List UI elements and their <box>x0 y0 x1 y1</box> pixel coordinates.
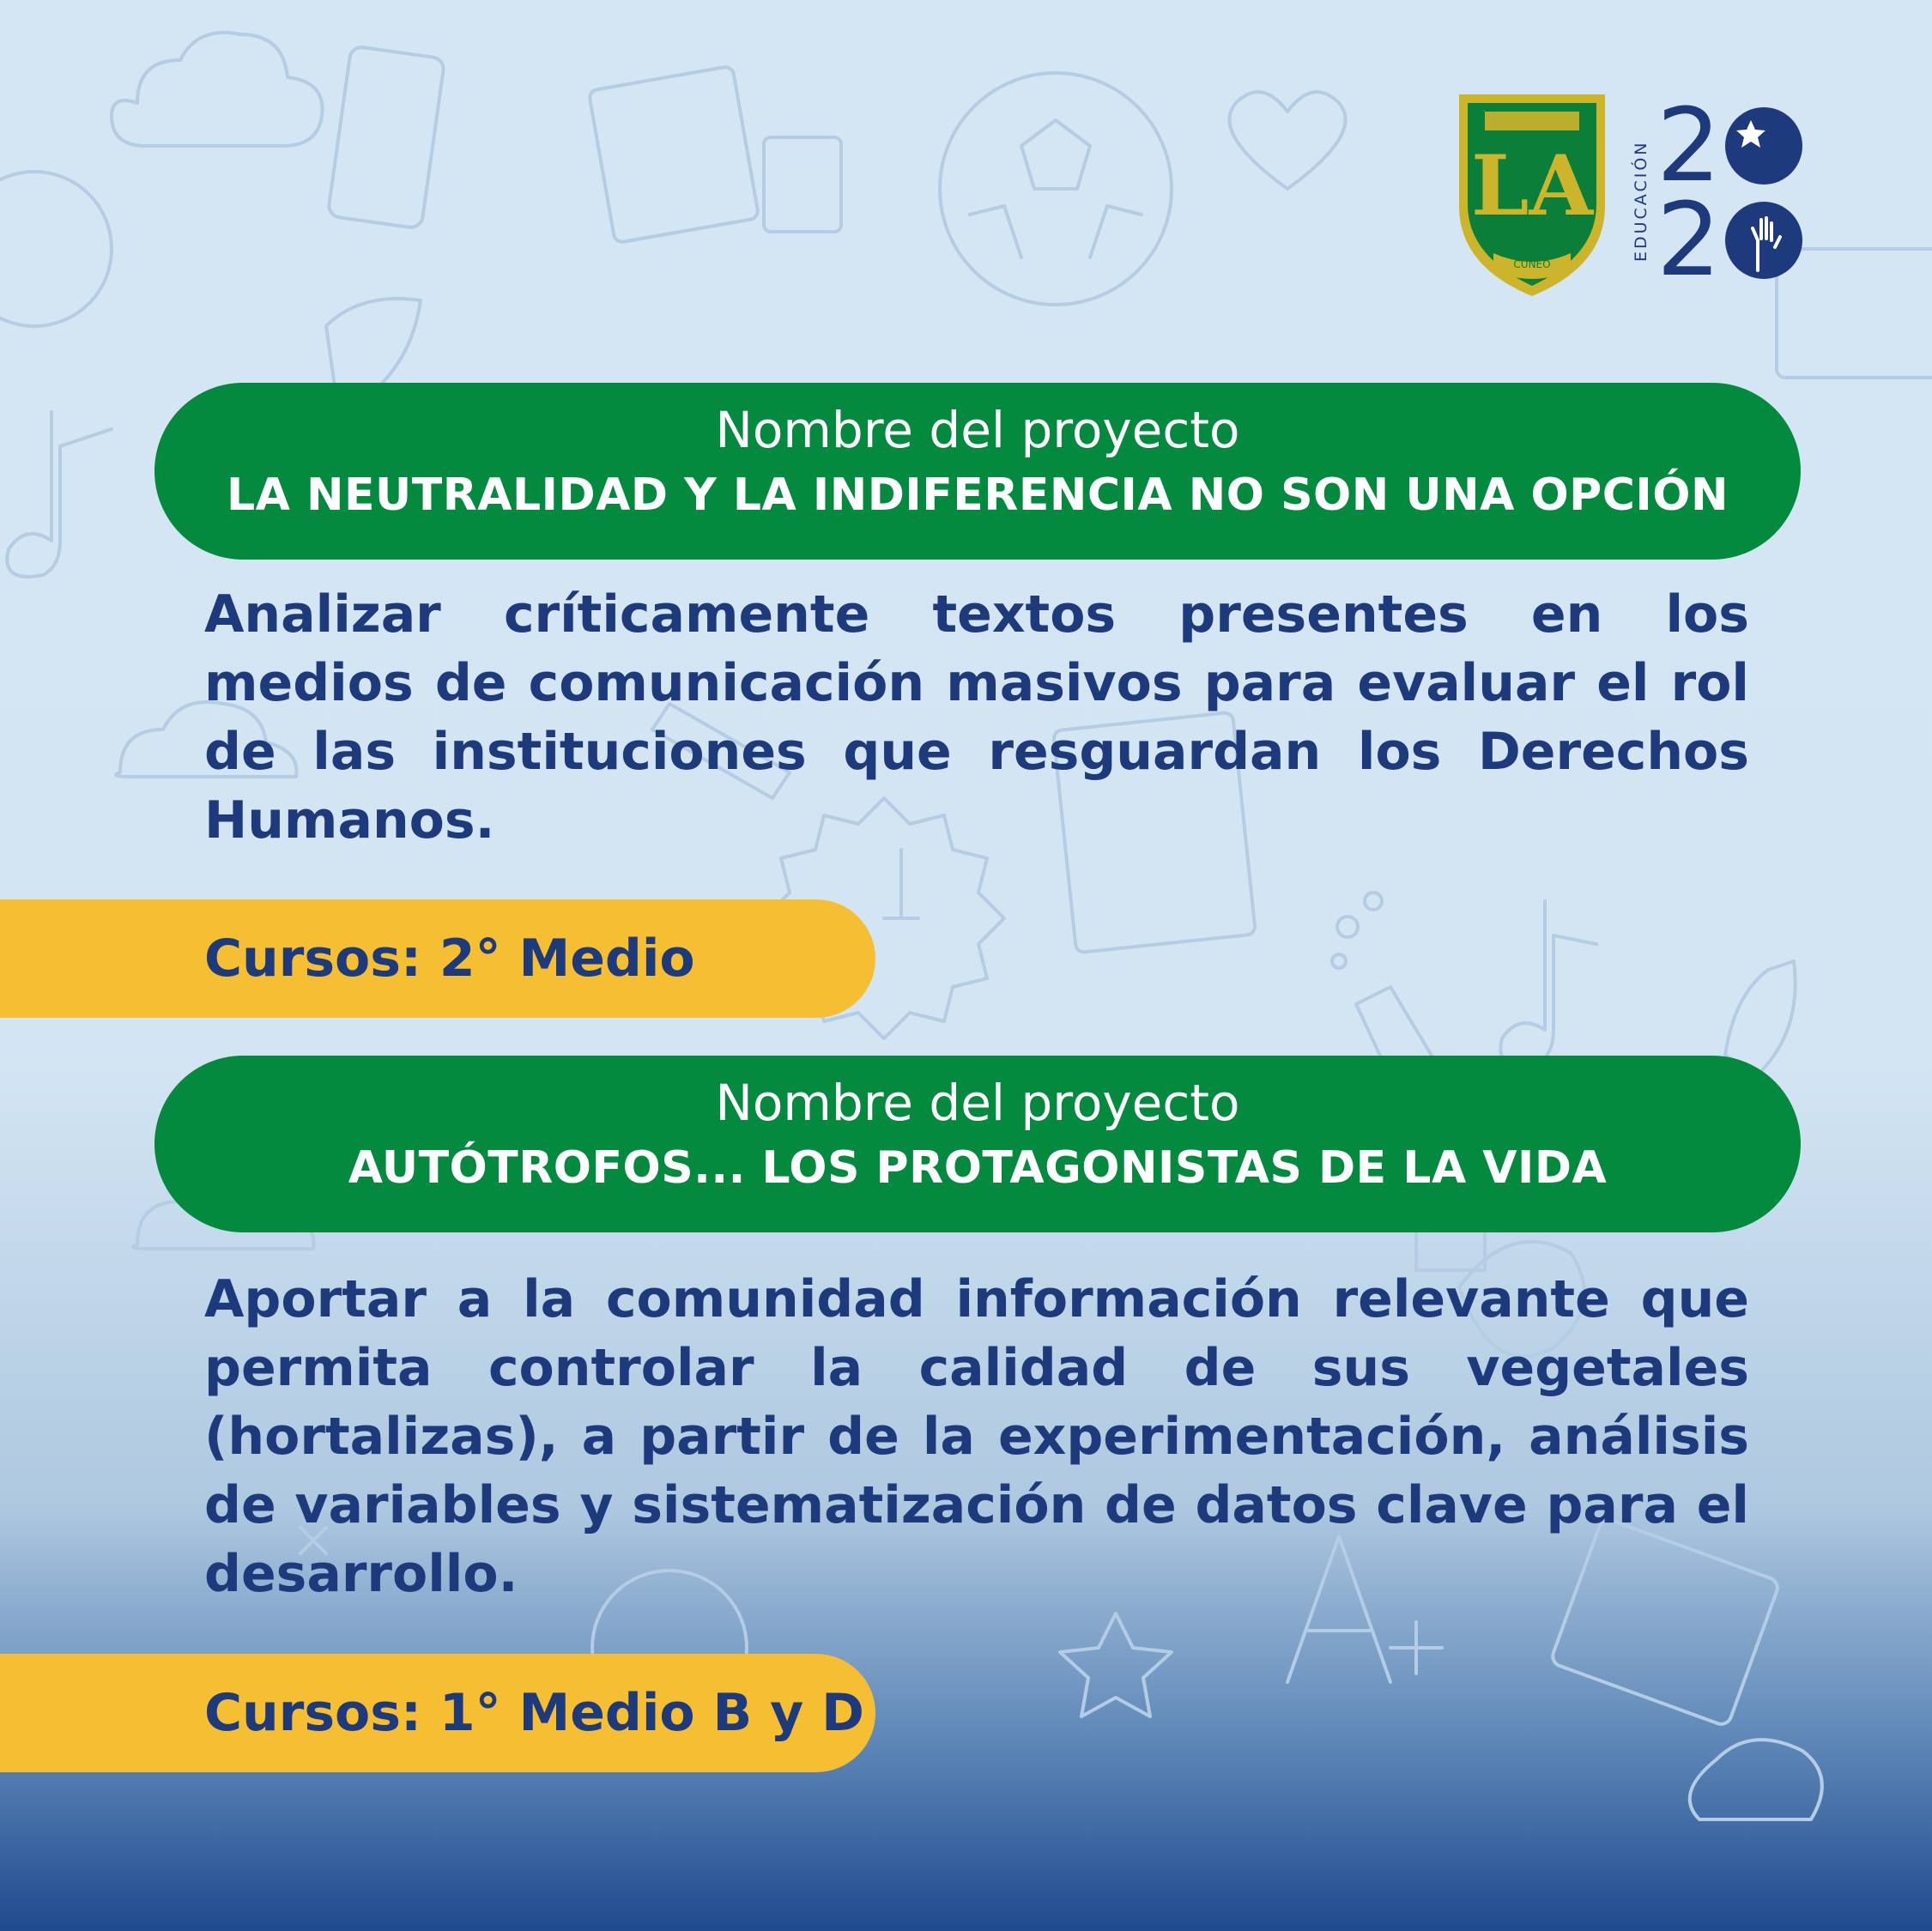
project-2-title: AUTÓTROFOS... LOS PROTAGONISTAS DE LA VIDA <box>348 1142 1608 1194</box>
star-circle-icon <box>1725 107 1802 185</box>
blocks-icon <box>589 66 760 244</box>
project-1-header <box>154 383 1801 560</box>
rocket-icon <box>326 299 421 395</box>
project-2-label: Nombre del proyecto <box>715 1074 1240 1132</box>
phone-icon <box>328 45 445 228</box>
svg-text:CUNEO: CUNEO <box>1513 258 1551 270</box>
svg-text:EDUCACIÓN: EDUCACIÓN <box>1632 140 1650 262</box>
svg-text:LA: LA <box>1471 137 1593 234</box>
project-2-description: Aportar a la comunidad información relevante que permita controlar la calidad de sus vegetales (hortalizas), a partir de la experimentación, análisis de variables y sistematización de datos clave para el desarrollo. <box>204 1269 1749 1604</box>
project-1-label: Nombre del proyecto <box>715 401 1240 459</box>
svg-text:2: 2 <box>1656 180 1722 283</box>
raised-hand-circle-icon <box>1725 202 1802 279</box>
logo-area <box>1451 86 1811 309</box>
music-note-icon <box>7 412 112 577</box>
project-1-courses: Cursos: 2° Medio <box>204 929 695 989</box>
education-2020-logo <box>1622 94 1811 283</box>
project-1-title: LA NEUTRALIDAD Y LA INDIFERENCIA NO SON UNA OPCIÓN <box>226 469 1729 521</box>
project-2-header <box>154 1056 1801 1232</box>
heart-icon <box>1230 92 1346 189</box>
project-2-courses: Cursos: 1° Medio B y D <box>204 1683 864 1743</box>
project-1-courses-badge <box>0 899 875 1018</box>
project-2-courses-badge <box>0 1654 875 1772</box>
project-1-description: Analizar críticamente textos presentes en los medios de comunicación masivos para evaluar el rol de las instituciones que resguardan los Derechos Humanos. <box>204 584 1749 850</box>
globe-icon <box>0 172 112 326</box>
school-crest-logo <box>1451 86 1614 300</box>
cloud-icon <box>112 33 323 146</box>
svg-text:2: 2 <box>1656 94 1722 204</box>
